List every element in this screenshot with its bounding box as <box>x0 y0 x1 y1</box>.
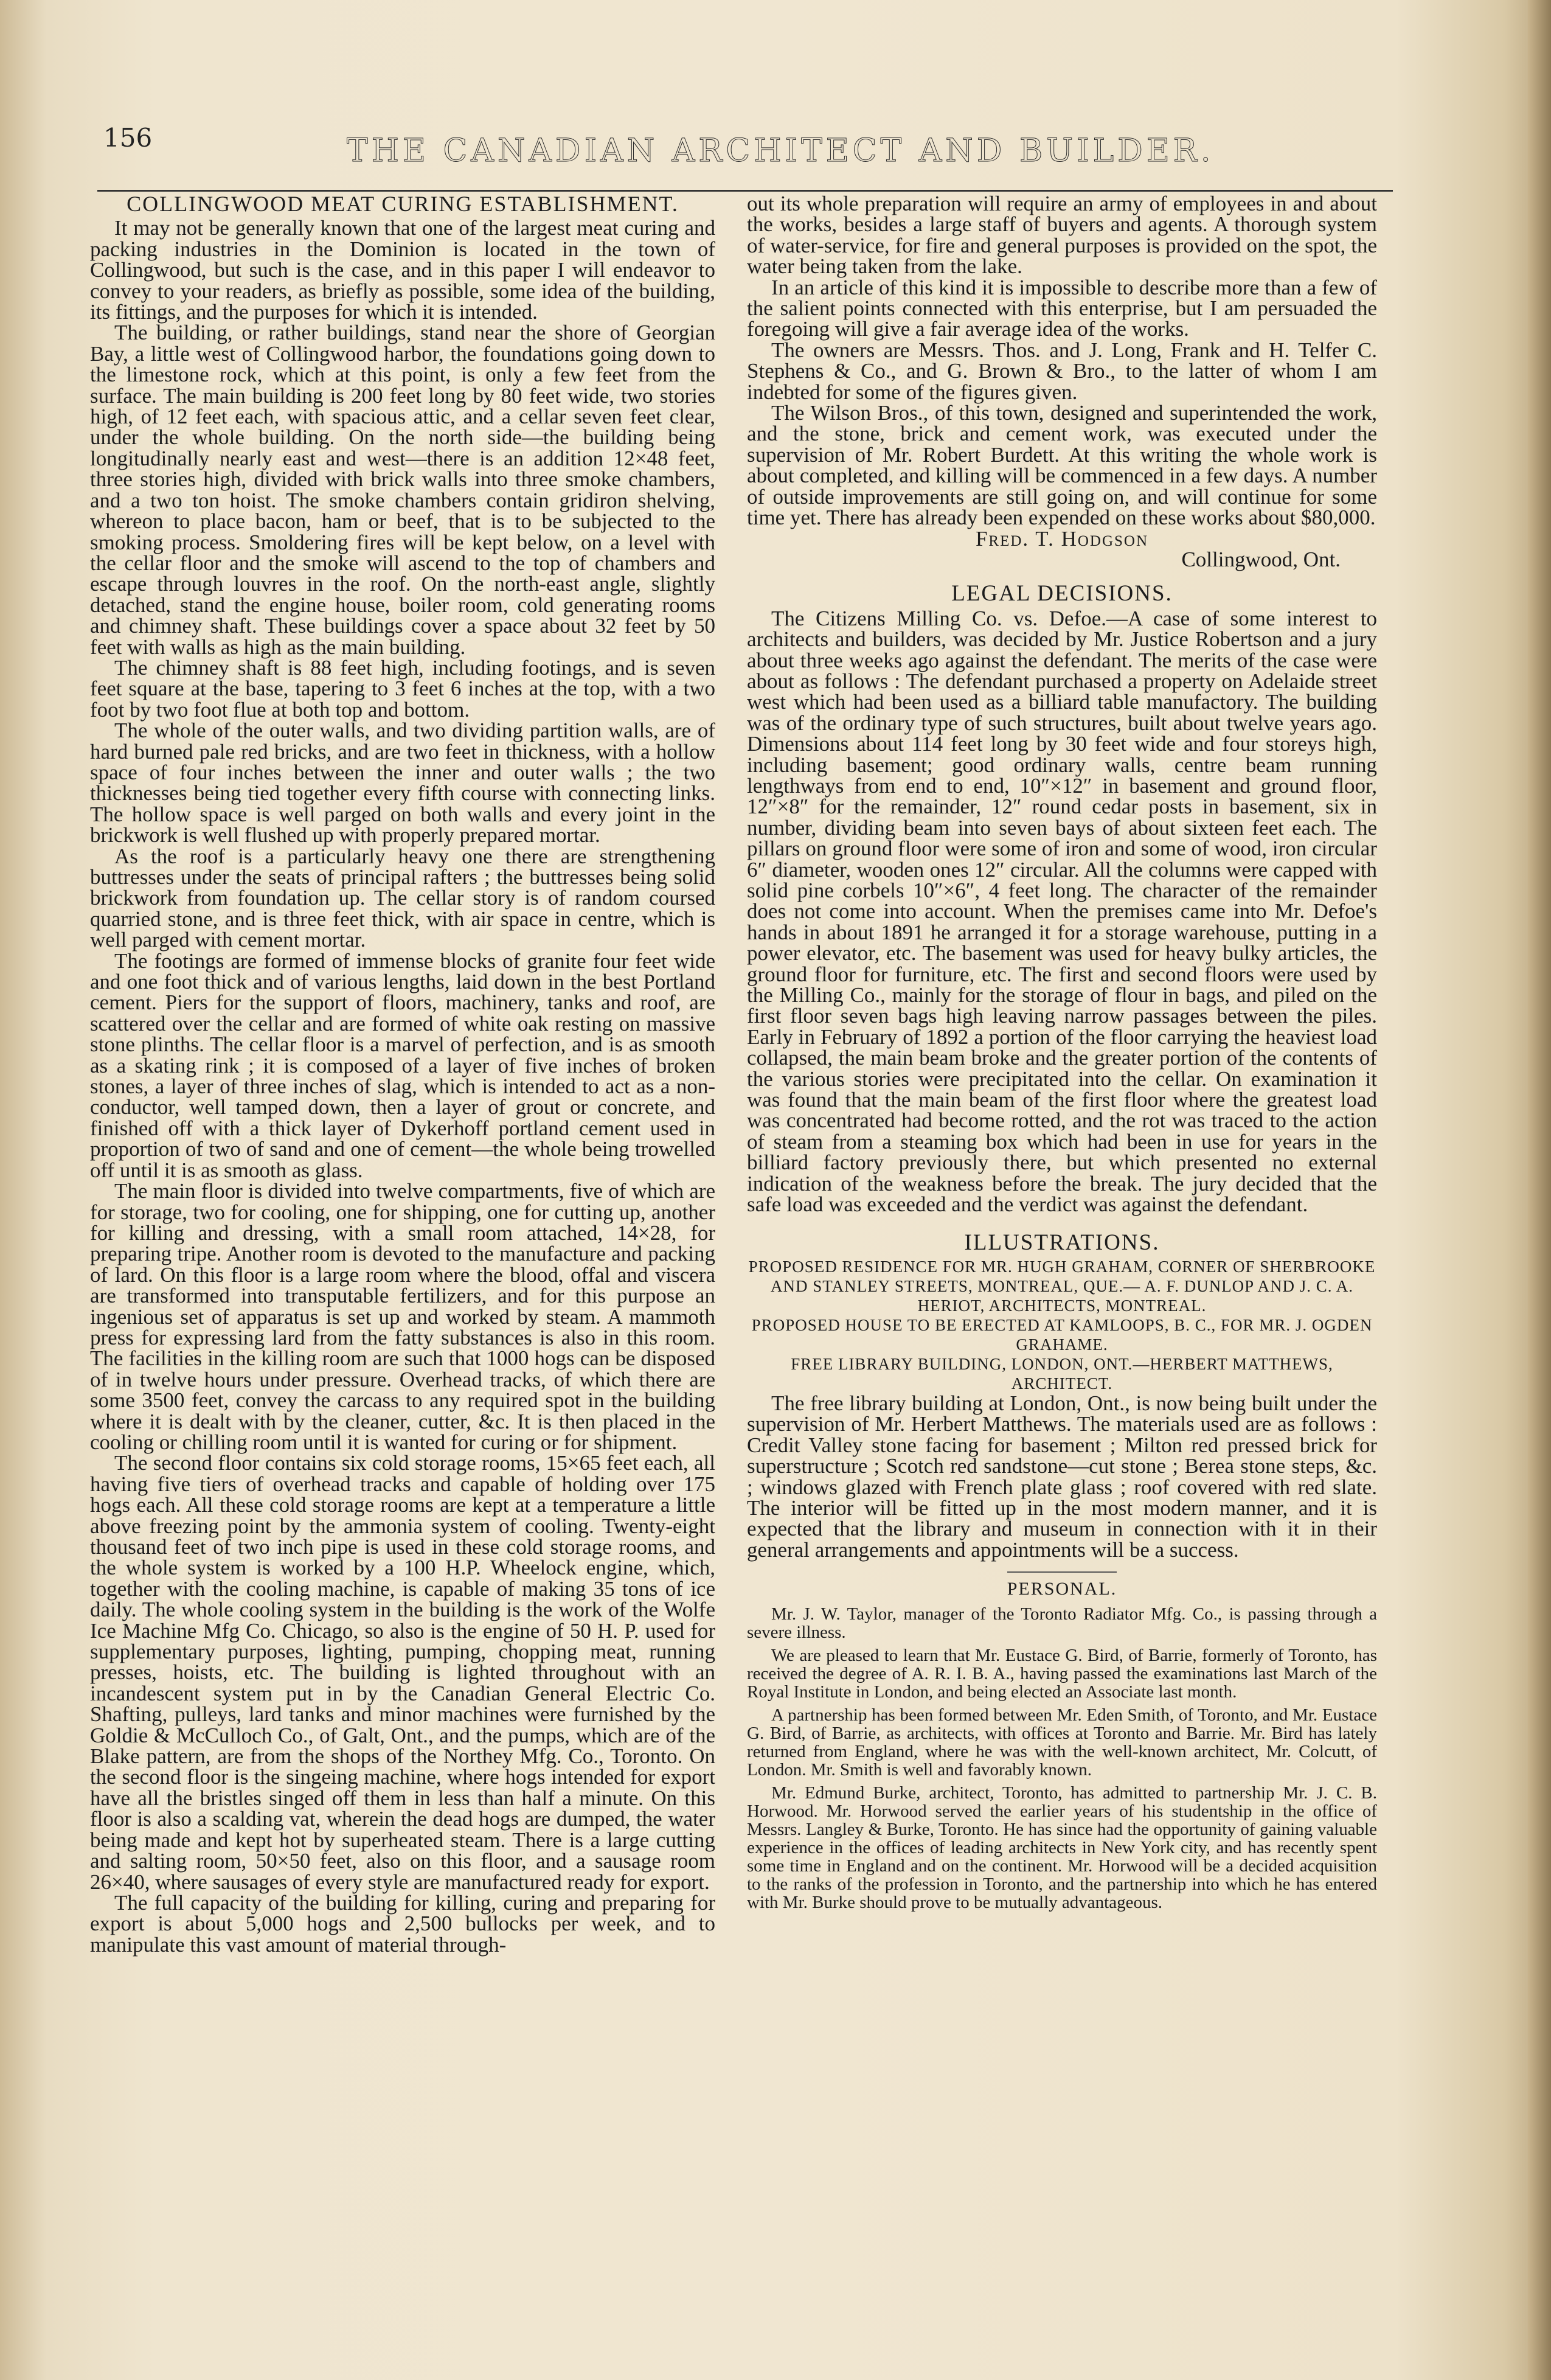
right-column <box>747 193 1377 1912</box>
paragraph: In an article of this kind it is impossible to describe more than a few of the salient points connected with this enterprise, but I am persuaded the foregoing will give a fair average idea of the works. <box>747 275 1377 341</box>
section-divider <box>1007 1571 1117 1573</box>
paragraph: We are pleased to learn that Mr. Eustace G. Bird, of Barrie, formerly of Toronto, has received the degree of A. R. I. B. A., having passed the examinations last March of the Royal Institute in London, and being elected an Associate last month. <box>747 1645 1377 1702</box>
paragraph: out its whole preparation will require an army of employees in and about the works, besides a large staff of buyers and agents. A thorough system of water-service, for fire and general purposes is provided on the spot, the water being taken from the lake. <box>747 192 1377 279</box>
illustration-caption: FREE LIBRARY BUILDING, LONDON, ONT.—HERBERT MATTHEWS, ARCHITECT. <box>791 1354 1333 1393</box>
page-number: 156 <box>103 123 153 153</box>
paragraph: It may not be generally known that one of the largest meat curing and packing industries in the Dominion is located in the town of Collingwood, but such is the case, and in this paper I will endeavor to convey to your readers, as briefly as possible, some idea of the building, its fittings, and the purposes for which it is intended. <box>90 216 715 324</box>
legal-decisions-heading: LEGAL DECISIONS. <box>951 581 1173 607</box>
paragraph: The whole of the outer walls, and two dividing partition walls, are of hard burned pale red bricks, and are two feet in thickness, with a hollow space of four inches between the inner and outer walls ; the two thicknesses being tied together every fifth course with connecting links. The hollow space is well parged on both walls and every joint in the brickwork is well flushed up with properly prepared mortar. <box>90 719 715 847</box>
illustration-caption: PROPOSED RESIDENCE FOR MR. HUGH GRAHAM, CORNER OF SHERBROOKE AND STANLEY STREETS, MONTREAL, QUE.— A. F. DUNLOP AND J. C. A. HERIOT, ARCHITECTS, MONTREAL. <box>748 1257 1376 1315</box>
page-header <box>103 116 1387 195</box>
paragraph: Mr. J. W. Taylor, manager of the Toronto Radiator Mfg. Co., is passing through a severe illness. <box>747 1604 1377 1642</box>
paragraph: A partnership has been formed between Mr. Eden Smith, of Toronto, and Mr. Eustace G. Bird, of Barrie, as architects, with offices at Toronto and Barrie. Mr. Bird has lately returned from England, where he was with the well-known architect, Mr. Colcutt, of London. Mr. Smith is well and favorably known. <box>747 1705 1377 1780</box>
author-location: Collingwood, Ont. <box>1181 547 1341 571</box>
paragraph: The building, or rather buildings, stand near the shore of Georgian Bay, a little west of Collingwood harbor, the foundations going down to the limestone rock, which at this point, is only a few feet from the surface. The main building is 200 feet long by 80 feet wide, two stories high, of 12 feet each, with spacious attic, and a cellar seven feet clear, under the whole building. On the north side—the building being longitudinally nearly east and west—there is an addition 12×48 feet, three stories high, divided with brick walls into three smoke chambers, and a two ton hoist. The smoke chambers contain gridiron shelving, whereon to place bacon, ham or beef, that is to be subjected to the smoking process. Smoldering fires will be kept below, on a level with the cellar floor and the smoke will ascend to the top of chambers and escape through louvres in the roof. On the north-east angle, slightly detached, stand the engine house, boiler room, cold generating rooms and chimney shaft. These buildings cover a space about 32 feet by 50 feet with walls as high as the main building. <box>90 321 715 659</box>
paragraph: The chimney shaft is 88 feet high, including footings, and is seven feet square at the base, tapering to 3 feet 6 inches at the top, with a two foot by two foot flue at both top and bottom. <box>90 655 715 722</box>
paragraph: The second floor contains six cold storage rooms, 15×65 feet each, all having five tiers of overhead tracks and capable of holding over 175 hogs each. All these cold storage rooms are kept at a temperature a little above freezing point by the ammonia system of cooling. Twenty-eight thousand feet of two inch pipe is used in these cold storage rooms, and the whole system is worked by a 100 H.P. Wheelock engine, which, together with the cooling machine, is capable of making 35 tons of ice daily. The whole cooling system in the building is the work of the Wolfe Ice Machine Mfg Co. Chicago, so also is the engine of 50 H. P. used for supplementary purposes, lighting, pumping, chopping meat, running presses, hoists, etc. The building is lighted throughout with an incandescent system put in by the Canadian General Electric Co. Shafting, pulleys, lard tanks and minor machines were furnished by the Goldie & McCulloch Co., of Galt, Ont., and the pumps, which are of the Blake pattern, are from the shops of the Northey Mfg. Co., Toronto. On the second floor is the singeing machine, where hogs intended for export have all the bristles singed off them in less than half a minute. On this floor is also a scalding vat, wherein the dead hogs are dumped, the water being made and kept hot by superheated steam. There is a large cutting and salting room, 50×50 feet, also on this floor, and a sausage room 26×40, where sausages of every style are manufactured ready for export. <box>90 1451 715 1894</box>
paragraph: The Wilson Bros., of this town, designed and superintended the work, and the stone, brick and cement work, was executed under the supervision of Mr. Robert Burdett. At this writing the whole work is about completed, and killing will be commenced in a few days. A number of outside improvements are still going on, and will continue for some time yet. There has already been expended on these works about $80,000. <box>747 401 1377 530</box>
author-signature: Fred. T. Hodgson <box>975 526 1149 551</box>
paragraph: The main floor is divided into twelve compartments, five of which are for storage, two for cooling, one for shipping, one for cutting up, another for killing and dressing, with a small room attached, 14×28, for preparing tripe. Another room is devoted to the manufacture and packing of lard. On this floor is a large room where the blood, offal and viscera are transformed into transputable fertilizers, and for this purpose an ingenious set of apparatus is set up and worked by steam. A mammoth press for expressing lard from the fatty substances is also in this room. The facilities in the killing room are such that 1000 hogs can be disposed of in twelve hours under pressure. Overhead tracks, of which there are some 3500 feet, convey the carcass to any required spot in the building where it is dealt with by the cleaner, cutter, &c. It is then placed in the cooling or chilling room until it is wanted for curing or for shipment. <box>90 1179 715 1454</box>
page-edge <box>1528 0 1551 2380</box>
personal-section <box>747 1579 1377 1911</box>
paragraph: Mr. Edmund Burke, architect, Toronto, has admitted to partnership Mr. J. C. B. Horwood. Mr. Horwood served the earlier years of his studentship in the office of Messrs. Langley & Burke, Toronto. He has since had the opportunity of gaining valuable experience in the offices of leading architects in New York city, and has recently spent some time in England and on the continent. Mr. Horwood will be a decided acquisition to the ranks of the profession in Toronto, and the partnership into which he has entered with Mr. Burke should prove to be mutually advantageous. <box>747 1783 1377 1912</box>
paragraph: As the roof is a particularly heavy one there are strengthening buttresses under the seats of principal rafters ; the buttresses being solid brickwork from foundation up. The cellar story is of random coursed quarried stone, and is three feet thick, with air space in centre, which is well parged with cement mortar. <box>90 844 715 952</box>
article-title: COLLINGWOOD MEAT CURING ESTABLISHMENT. <box>127 192 679 216</box>
personal-heading: PERSONAL. <box>1007 1579 1117 1599</box>
paragraph: The Citizens Milling Co. vs. Defoe.—A case of some interest to architects and builders, was decided by Mr. Justice Robertson and a jury about three weeks ago against the defendant. The merits of the case were about as follows : The defendant purchased a property on Adelaide street west which had been used as a billiard table manufactory. The building was of the ordinary type of such structures, built about twelve years ago. Dimensions about 114 feet long by 30 feet wide and four storeys high, including basement; good ordinary walls, centre beam running lengthways from end to end, 10″×12″ in basement and ground floor, 12″×8″ for the remainder, 12″ round cedar posts in basement, six in number, dividing beam into seven bays of about sixteen feet each. The pillars on ground floor were some of iron and some of wood, iron circular 6″ diameter, wooden ones 12″ circular. All the columns were capped with solid pine corbels 10″×6″, 4 feet long. The character of the remainder does not come into account. When the premises came into Mr. Defoe's hands in about 1891 he arranged it for a storage warehouse, putting in a power elevator, etc. The basement was used for heavy bulky articles, the ground floor for furniture, etc. The first and second floors were used by the Milling Co., mainly for the storage of flour in bags, and piled on the first floor seven bags high leaving narrow passages between the piles. Early in February of 1892 a portion of the floor carrying the heaviest load collapsed, the main beam broke and the greater portion of the contents of the various stories were precipitated into the cellar. On examination it was found that the main beam of the first floor where the greatest load was concentrated had become rotted, and the rot was traced to the action of steam from a steaming box which had been in use for years in the billiard factory previously there, but which presented no external indication of the weakness before the break. The jury decided that the safe load was exceeded and the verdict was against the defendant. <box>747 606 1377 1217</box>
paragraph: The owners are Messrs. Thos. and J. Long, Frank and H. Telfer C. Stephens & Co., and G. Brown & Bro., to the latter of whom I am indebted for some of the figures given. <box>747 338 1377 404</box>
paragraph: The free library building at London, Ont., is now being built under the supervision of Mr. Herbert Matthews. The materials used are as follows : Credit Valley stone facing for basement ; Milton red pressed brick for superstructure ; Scotch red sandstone—cut stone ; Berea stone steps, &c. ; windows glazed with French plate glass ; roof covered with red slate. The interior will be fitted up in the most modern manner, and it is expected that the library and museum in connection with it in their general arrangements and appointments will be a success. <box>747 1391 1377 1562</box>
paragraph: The full capacity of the building for killing, curing and preparing for export is about 5,000 hogs and 2,500 bullocks per week, and to manipulate this vast amount of material through- <box>90 1890 715 1957</box>
illustrations-heading: ILLUSTRATIONS. <box>964 1230 1160 1255</box>
left-column <box>90 193 715 1955</box>
masthead-title: THE CANADIAN ARCHITECT AND BUILDER. <box>347 133 1215 169</box>
illustration-caption: PROPOSED HOUSE TO BE ERECTED AT KAMLOOPS, B. C., FOR MR. J. OGDEN GRAHAME. <box>751 1315 1373 1354</box>
paragraph: The footings are formed of immense blocks of granite four feet wide and one foot thick and of various lengths, laid down in the best Portland cement. Piers for the support of floors, machinery, tanks and roof, are scattered over the cellar and are formed of white oak resting on massive stone plinths. The cellar floor is a marvel of perfection, and is as smooth as a skating rink ; it is composed of a layer of five inches of broken stones, a layer of three inches of slag, which is intended to act as a non-conductor, well tamped down, then a layer of grout or concrete, and finished off with a thick layer of Dykerhoff portland cement used in proportion of two of sand and one of cement—the whole being trowelled off until it is as smooth as glass. <box>90 948 715 1182</box>
